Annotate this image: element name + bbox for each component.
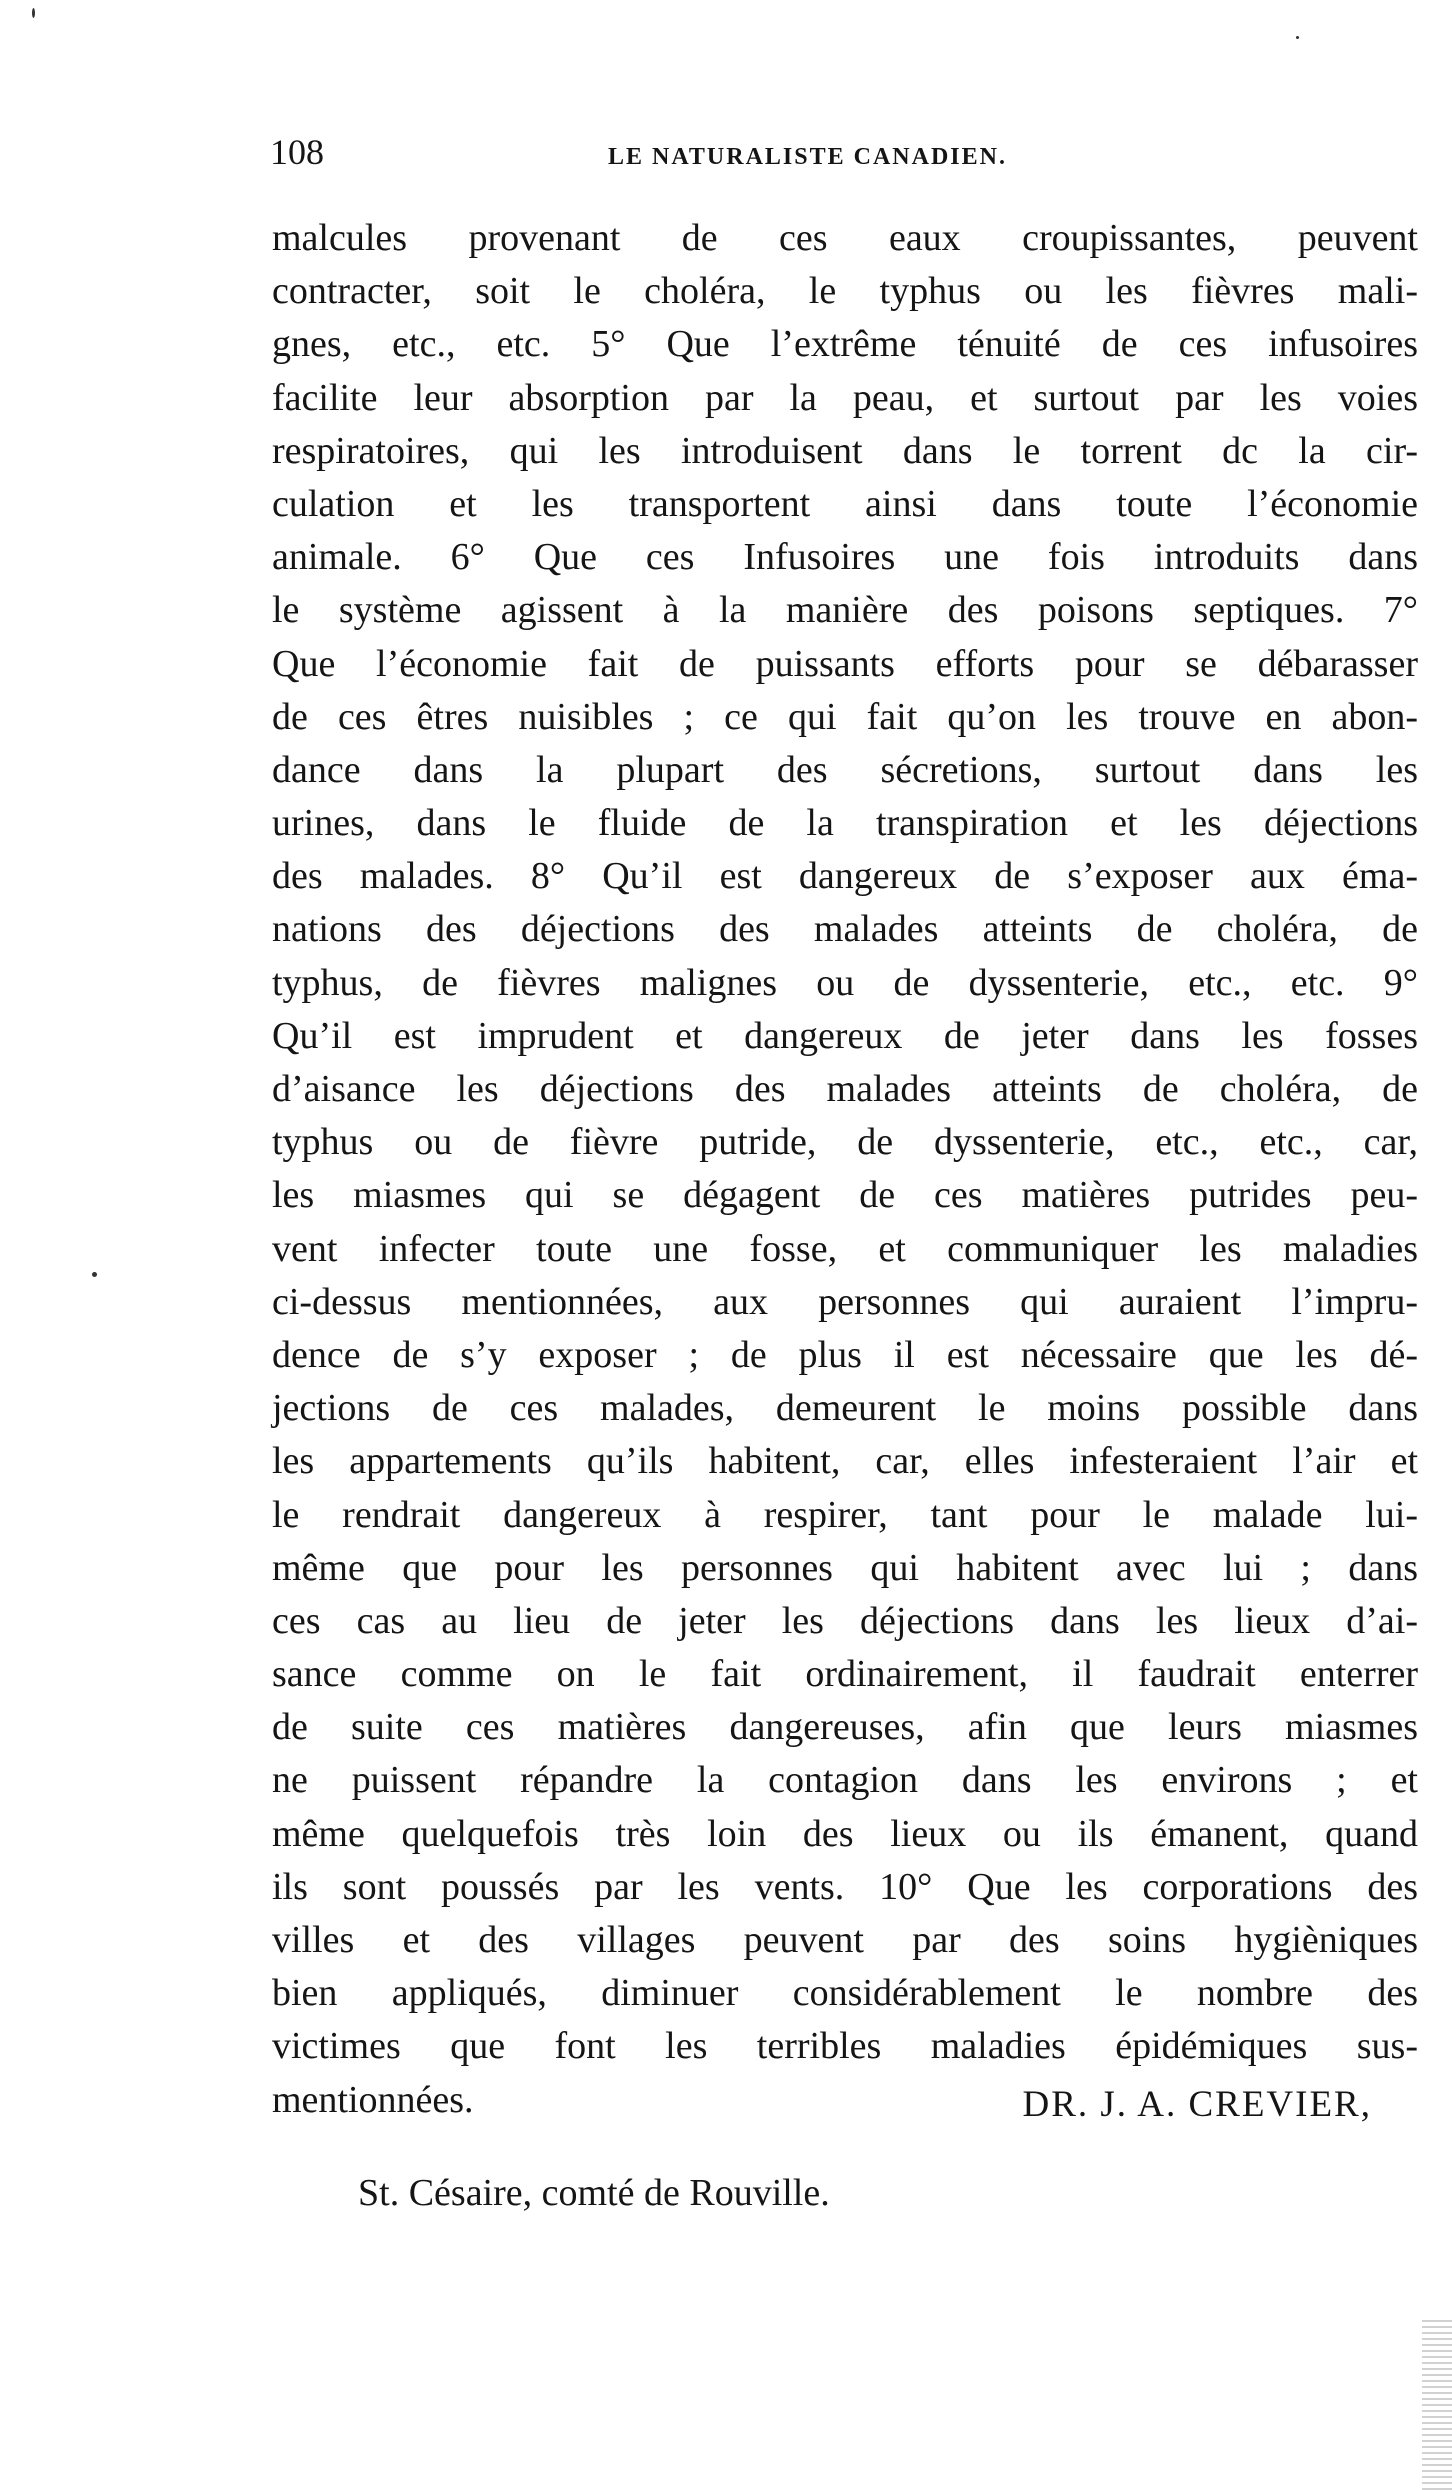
- text-line: gnes, etc., etc. 5° Que l’extrême ténuité de ces infusoires: [272, 323, 1418, 366]
- text-line: Que l’économie fait de puissants efforts pour se débarasser: [272, 642, 1418, 685]
- text-line: nations des déjections des malades atteints de choléra, de: [272, 908, 1418, 951]
- text-line: de suite ces matières dangereuses, afin que leurs miasmes: [272, 1706, 1418, 1749]
- text-line: malcules provenant de ces eaux croupissantes, peuvent: [272, 217, 1418, 259]
- text-line: respiratoires, qui les introduisent dans le torrent dc la cir-: [272, 429, 1418, 472]
- text-line: le système agissent à la manière des poisons septiques. 7°: [272, 589, 1418, 632]
- print-speck: [92, 1272, 97, 1277]
- text-line: facilite leur absorption par la peau, et surtout par les voies: [272, 376, 1418, 419]
- text-line: même quelquefois très loin des lieux ou ils émanent, quand: [272, 1812, 1418, 1855]
- text-line: typhus, de fièvres malignes ou de dyssenterie, etc., etc. 9°: [272, 961, 1418, 1004]
- text-line: villes et des villages peuvent par des soins hygièniques: [272, 1919, 1418, 1961]
- text-line: les miasmes qui se dégagent de ces matières putrides peu-: [272, 1174, 1418, 1217]
- text-line: ne puissent répandre la contagion dans les environs ; et: [272, 1759, 1418, 1802]
- text-line: bien appliqués, diminuer considérablement le nombre des: [272, 1972, 1418, 2015]
- print-speck: [1296, 36, 1299, 39]
- print-speck: [32, 8, 35, 18]
- text-line: animale. 6° Que ces Infusoires une fois introduits dans: [272, 536, 1418, 579]
- running-header: [270, 132, 1426, 180]
- place-line: St. Césaire, comté de Rouville.: [358, 2172, 830, 2214]
- text-line: jections de ces malades, demeurent le moins possible dans: [272, 1387, 1418, 1430]
- text-line: de ces êtres nuisibles ; ce qui fait qu’on les trouve en abon-: [272, 695, 1418, 738]
- text-line: dance dans la plupart des sécretions, surtout dans les: [272, 748, 1418, 791]
- text-line: ci-dessus mentionnées, aux personnes qui auraient l’impru-: [272, 1280, 1418, 1323]
- page-number: 108: [270, 132, 324, 172]
- author-signature: DR. J. A. CREVIER,: [1022, 2084, 1372, 2125]
- text-line: même que pour les personnes qui habitent avec lui ; dans: [272, 1546, 1418, 1589]
- text-line: ces cas au lieu de jeter les déjections dans les lieux d’ai-: [272, 1599, 1418, 1642]
- text-line: les appartements qu’ils habitent, car, elles infesteraient l’air et: [272, 1440, 1418, 1483]
- body-text: [272, 212, 1418, 2127]
- text-line: contracter, soit le choléra, le typhus ou les fièvres mali-: [272, 270, 1418, 313]
- text-line: urines, dans le fluide de la transpiration et les déjections: [272, 802, 1418, 845]
- text-line: des malades. 8° Qu’il est dangereux de s’exposer aux éma-: [272, 855, 1418, 898]
- scan-edge-noise: [1422, 2320, 1452, 2490]
- text-line: vent infecter toute une fosse, et communiquer les maladies: [272, 1227, 1418, 1270]
- text-line: dence de s’y exposer ; de plus il est nécessaire que les dé-: [272, 1333, 1418, 1376]
- text-line: mentionnées.: [272, 2078, 474, 2121]
- text-line: ils sont poussés par les vents. 10° Que les corporations des: [272, 1865, 1418, 1908]
- text-line: sance comme on le fait ordinairement, il faudrait enterrer: [272, 1653, 1418, 1696]
- text-line: culation et les transportent ainsi dans toute l’économie: [272, 482, 1418, 525]
- text-line: Qu’il est imprudent et dangereux de jeter dans les fosses: [272, 1014, 1418, 1057]
- text-line: le rendrait dangereux à respirer, tant pour le malade lui-: [272, 1493, 1418, 1536]
- text-line: typhus ou de fièvre putride, de dyssenterie, etc., etc., car,: [272, 1121, 1418, 1164]
- text-line: d’aisance les déjections des malades atteints de choléra, de: [272, 1068, 1418, 1110]
- text-line: victimes que font les terribles maladies épidémiques sus-: [272, 2025, 1418, 2068]
- running-title: LE NATURALISTE CANADIEN.: [608, 144, 1007, 170]
